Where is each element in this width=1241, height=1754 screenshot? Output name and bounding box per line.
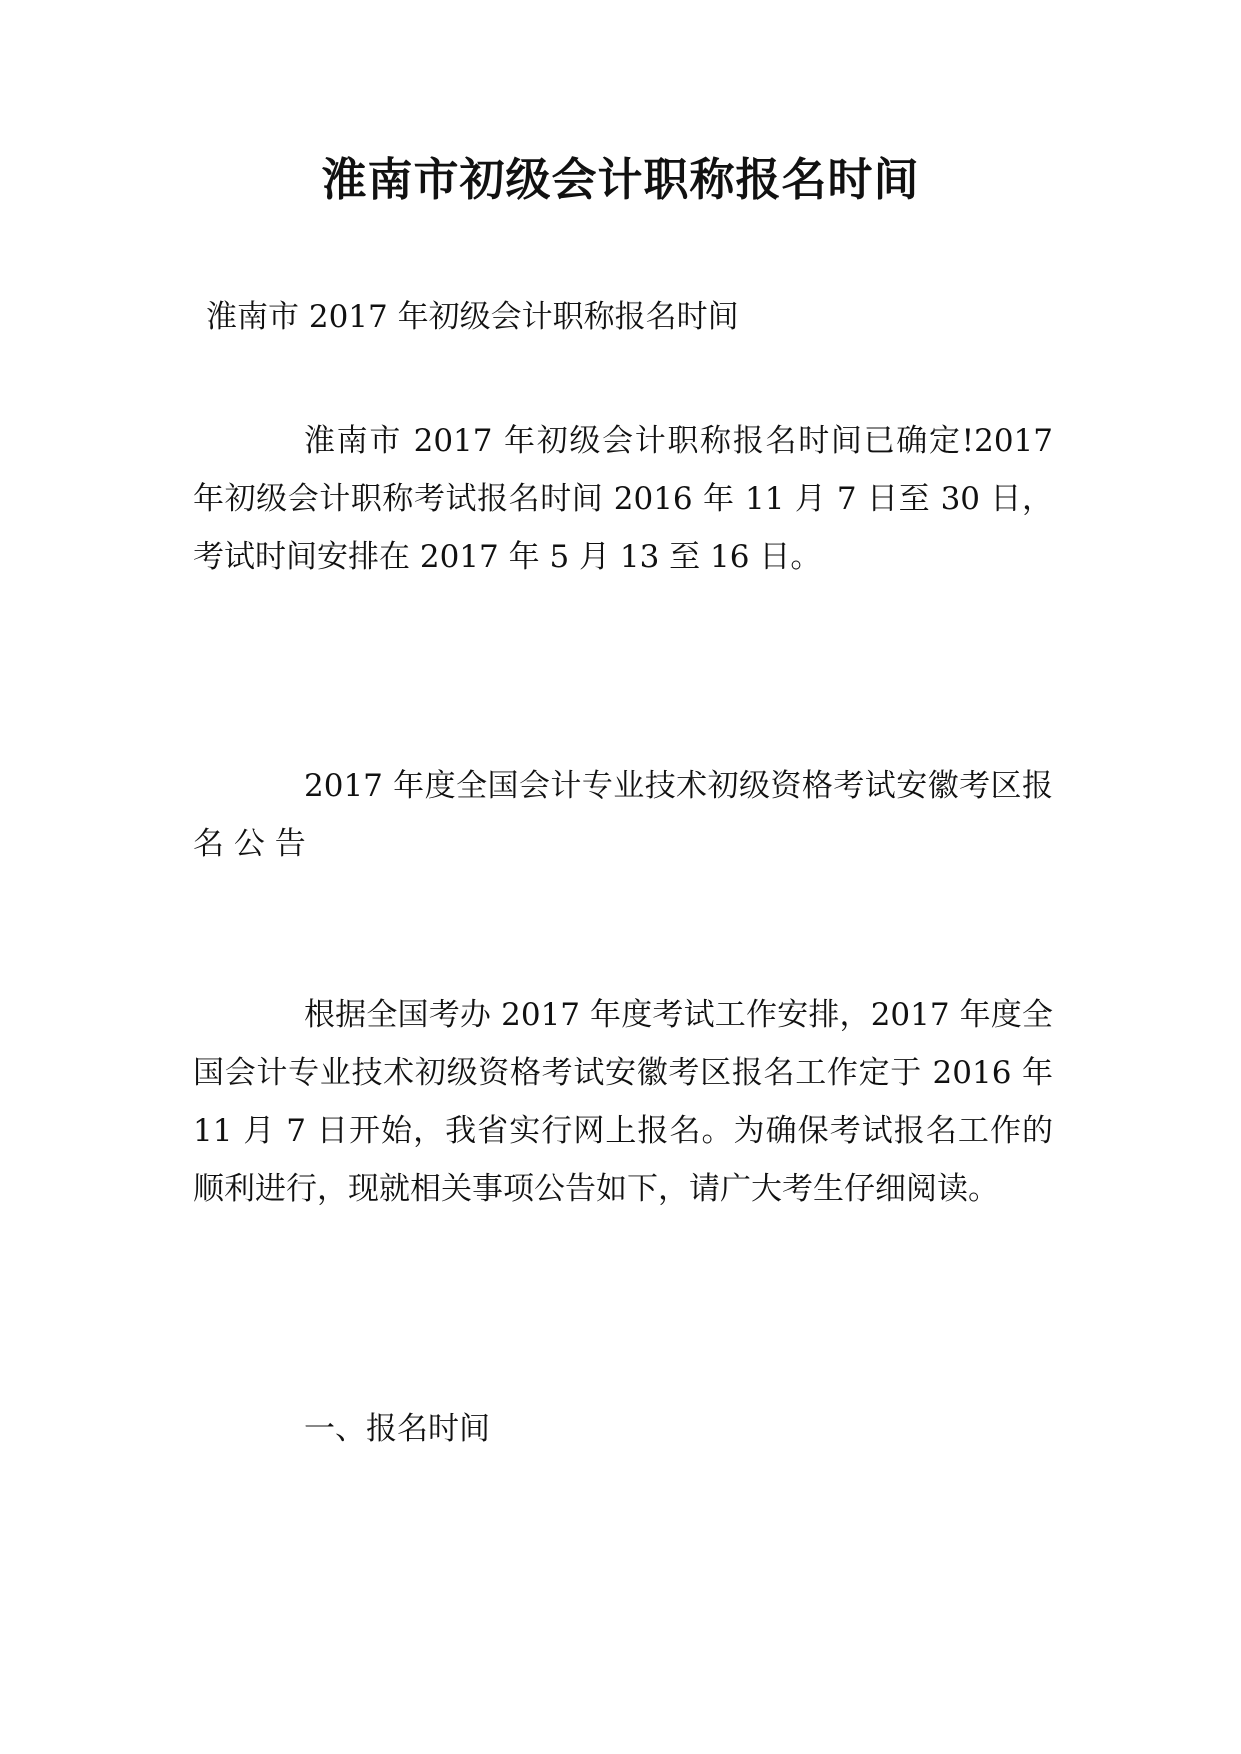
document-subtitle: 淮南市 2017 年初级会计职称报名时间 xyxy=(206,299,739,335)
paragraph-announcement-body: 根据全国考办 2017 年度考试工作安排，2017 年度全国会计专业技术初级资格考试安徽考区报名工作定于 2016 年 11 月 7 日开始，我省实行网上报名。为确保考试报名工作的顺利进行，现就相关事项公告如下，请广大考生仔细阅读。 xyxy=(193,997,1053,1207)
paragraph-registration-dates: 淮南市 2017 年初级会计职称报名时间已确定!2017 年初级会计职称考试报名时间 2016 年 11 月 7 日至 30 日，考试时间安排在 2017 年 5 月 13 至 16 日。 xyxy=(193,423,1053,575)
paragraph-announcement-heading: 2017 年度全国会计专业技术初级资格考试安徽考区报名 公 告 xyxy=(193,768,1053,862)
document-title: 淮南市初级会计职称报名时间 xyxy=(321,153,920,206)
section-heading-registration-time: 一、报名时间 xyxy=(304,1411,490,1447)
